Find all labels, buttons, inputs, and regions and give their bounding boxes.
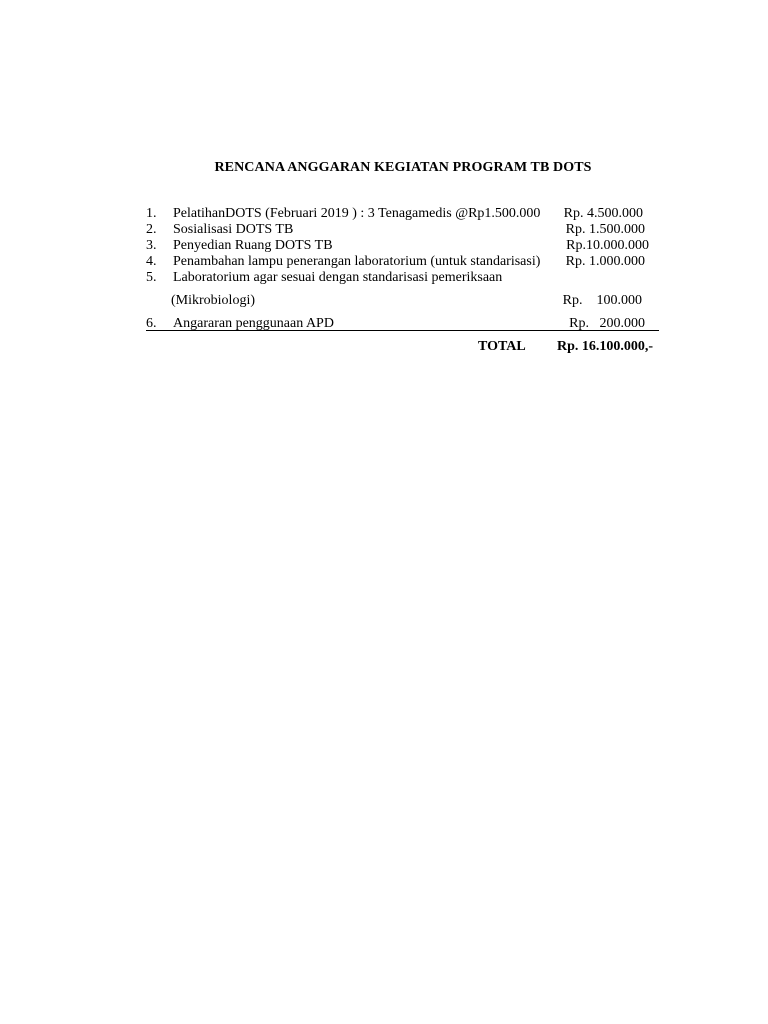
item-number: 5. — [146, 270, 157, 285]
item-amount: Rp. 1.500.000 — [565, 222, 645, 237]
budget-item — [146, 206, 659, 222]
budget-item — [146, 270, 659, 286]
item-amount: Rp. 200.000 — [569, 316, 645, 331]
budget-item — [146, 222, 659, 238]
budget-item — [146, 238, 659, 254]
item-description: Penambahan lampu penerangan laboratorium (untuk standarisasi) — [173, 254, 541, 269]
budget-item — [146, 254, 659, 270]
item-number: 2. — [146, 222, 157, 237]
total-label: TOTAL — [478, 339, 526, 354]
item-description: Penyedian Ruang DOTS TB — [173, 238, 333, 253]
item-description: PelatihanDOTS (Februari 2019 ) : 3 Tenagamedis @Rp1.500.000 — [173, 206, 541, 221]
item-description-continuation: (Mikrobiologi) — [171, 293, 255, 308]
item-description: Sosialisasi DOTS TB — [173, 222, 294, 237]
item-number: 6. — [146, 316, 157, 331]
item-number: 3. — [146, 238, 157, 253]
item-amount: Rp. 100.000 — [562, 293, 642, 308]
item-amount: Rp. 4.500.000 — [563, 206, 643, 221]
budget-list — [146, 206, 659, 332]
item-number: 4. — [146, 254, 157, 269]
total-value: Rp. 16.100.000,- — [557, 339, 654, 354]
item-number: 1. — [146, 206, 157, 221]
item-amount: Rp.10.000.000 — [566, 238, 649, 253]
total-divider-line — [146, 330, 659, 331]
item-description: Laboratorium agar sesuai dengan standarisasi pemeriksaan — [173, 270, 503, 285]
item-amount: Rp. 1.000.000 — [565, 254, 645, 269]
item-description: Angararan penggunaan APD — [173, 316, 334, 331]
document-title: RENCANA ANGGARAN KEGIATAN PROGRAM TB DOTS — [214, 160, 592, 175]
budget-item-continuation — [146, 293, 659, 309]
